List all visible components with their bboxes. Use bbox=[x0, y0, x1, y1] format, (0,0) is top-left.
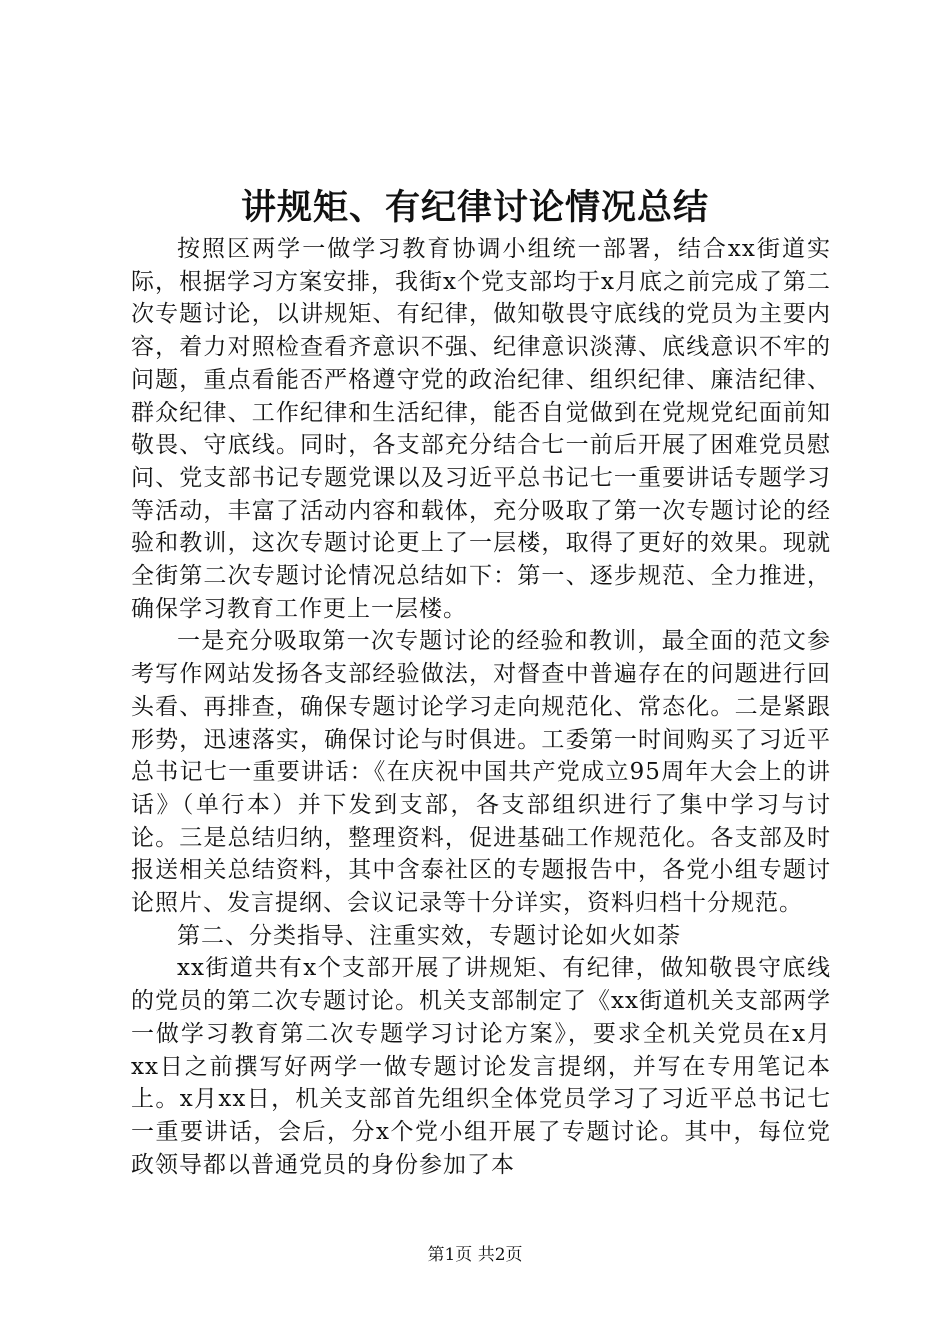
document-title: 讲规矩、有纪律讨论情况总结 bbox=[240, 187, 709, 228]
paragraph: 一是充分吸取第一次专题讨论的经验和教训，最全面的范文参考写作网站发扬各支部经验做法，对督查中普遍存在的问题进行回头看、再排查，确保专题讨论学习走向规范化、常态化。二是紧跟形势，迅速落实，确保讨论与时俱进。工委第一时间购买了习近平总书记七一重要讲话：《在庆祝中国共产党成立95周年大会上的讲话》（单行本）并下发到支部，各支部组织进行了集中学习与讨论。三是总结归纳，整理资料，促进基础工作规范化。各支部及时报送相关总结资料，其中含泰社区的专题报告中，各党小组专题讨论照片、发言提纲、会议记录等十分详实，资料归档十分规范。 bbox=[131, 628, 831, 917]
document-body bbox=[131, 233, 831, 1181]
section-heading: 第二、分类指导、注重实效，专题讨论如火如荼 bbox=[177, 922, 681, 949]
paragraph: 按照区两学一做学习教育协调小组统一部署，结合xx街道实际，根据学习方案安排，我街x个党支部均于x月底之前完成了第二次专题讨论，以讲规矩、有纪律，做知敬畏守底线的党员为主要内容，着力对照检查看齐意识不强、纪律意识淡薄、底线意识不牢的问题，重点看能否严格遵守党的政治纪律、组织纪律、廉洁纪律、群众纪律、工作纪律和生活纪律，能否自觉做到在党规党纪面前知敬畏、守底线。同时，各支部充分结合七一前后开展了困难党员慰问、党支部书记专题党课以及习近平总书记七一重要讲话专题学习等活动，丰富了活动内容和载体，充分吸取了第一次专题讨论的经验和教训，这次专题讨论更上了一层楼，取得了更好的效果。现就全街第二次专题讨论情况总结如下：第一、逐步规范、全力推进，确保学习教育工作更上一层楼。 bbox=[131, 236, 831, 622]
page-footer: 第1页 共2页 bbox=[427, 1245, 523, 1265]
paragraph: xx街道共有x个支部开展了讲规矩、有纪律，做知敬畏守底线的党员的第二次专题讨论。机关支部制定了《xx街道机关支部两学一做学习教育第二次专题学习讨论方案》，要求全机关党员在x月xx日之前撰写好两学一做专题讨论发言提纲，并写在专用笔记本上。x月xx日，机关支部首先组织全体党员学习了习近平总书记七一重要讲话，会后，分x个党小组开展了专题讨论。其中，每位党政领导都以普通党员的身份参加了本 bbox=[131, 955, 831, 1178]
